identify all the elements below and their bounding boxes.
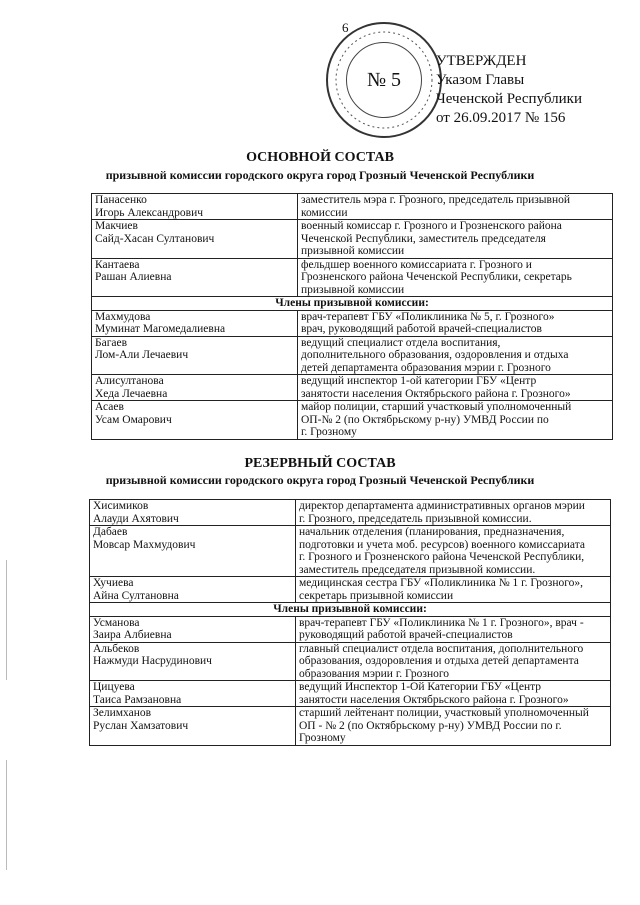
member-role-line: занятости населения Октябрьского района г. Грозного» <box>301 387 571 400</box>
approval-line: Указом Главы <box>436 72 525 88</box>
scan-margin-line <box>6 760 7 870</box>
member-given-names: Лом-Али Лечаевич <box>95 349 189 361</box>
member-role-cell <box>298 401 613 440</box>
member-given-names: Сайд-Хасан Султанович <box>95 232 215 245</box>
member-name-cell <box>90 707 296 746</box>
member-role-line: главный специалист отдела воспитания, дополнительного <box>299 642 584 655</box>
member-given-names: Таиса Рамзановна <box>93 693 182 706</box>
members-separator-row <box>92 297 613 311</box>
member-role-cell <box>298 194 613 220</box>
member-surname: Панасенко <box>95 194 147 206</box>
member-surname: Хучиева <box>93 577 134 589</box>
approval-line: УТВЕРЖДЕН <box>436 53 527 69</box>
table-row <box>90 681 611 707</box>
member-role-line: г. Грозного, председатель призывной комиссии. <box>299 512 532 525</box>
member-given-names: Усам Омарович <box>95 413 172 426</box>
member-role-line: ОП - № 2 (по Октябрьскому р-ну) УМВД России по г. Грозному <box>299 719 562 744</box>
member-name-cell <box>92 258 298 297</box>
member-name-cell <box>90 616 296 642</box>
member-role-line: комиссии <box>301 206 348 219</box>
member-surname: Усманова <box>93 616 140 629</box>
member-role-line: секретарь призывной комиссии <box>299 589 454 602</box>
approval-line: Чеченской Республики <box>436 91 582 107</box>
member-role-line: детей департамента образования мэрии г. Грозного <box>301 361 551 374</box>
member-role-line: фельдшер военного комиссариата г. Грозного и <box>301 258 532 271</box>
member-name-cell <box>92 220 298 259</box>
approval-line: от 26.09.2017 № 156 <box>436 110 566 126</box>
member-role-line: старший лейтенант полиции, участковый уполномоченный <box>299 707 589 719</box>
member-role-cell <box>296 577 611 603</box>
members-separator-row <box>90 603 611 617</box>
member-role-line: ОП-№ 2 (по Октябрьскому р-ну) УМВД России по <box>301 413 549 426</box>
member-given-names: Руслан Хамзатович <box>93 719 189 732</box>
table-row <box>90 500 611 526</box>
member-name-cell <box>92 336 298 375</box>
table-row <box>90 707 611 746</box>
member-role-cell <box>296 681 611 707</box>
member-role-line: подготовки и учета моб. ресурсов) военного комиссариата <box>299 538 586 551</box>
table-row <box>90 616 611 642</box>
member-surname: Цицуева <box>93 681 135 693</box>
member-name-cell <box>90 642 296 681</box>
member-surname: Асаев <box>95 401 124 413</box>
scan-margin-line <box>6 560 7 680</box>
reserve-composition-table <box>89 499 611 746</box>
member-name-cell <box>90 526 296 577</box>
member-role-line: директор департамента административных органов мэрии <box>299 500 585 512</box>
member-given-names: Заира Албиевна <box>93 629 172 641</box>
member-role-line: образования, оздоровления и отдыха детей департамента <box>299 655 579 667</box>
table-row <box>92 258 613 297</box>
member-role-line: г. Грозного и Грозненского района Чеченской Республики, <box>299 551 585 563</box>
members-separator: Члены призывной комиссии: <box>90 603 611 617</box>
table-row <box>92 194 613 220</box>
member-role-line: заместитель мэра г. Грозного, председатель призывной <box>301 194 571 206</box>
member-name-cell <box>92 310 298 336</box>
member-given-names: Айна Султановна <box>93 589 179 602</box>
table-row <box>92 401 613 440</box>
stamp-number: № 5 <box>346 42 422 118</box>
member-role-line: начальник отделения (планирования, предназначения, <box>299 526 565 538</box>
member-surname: Дабаев <box>93 526 128 538</box>
member-role-line: призывной комиссии <box>301 245 405 257</box>
approval-block <box>436 52 582 128</box>
member-given-names: Алауди Ахятович <box>93 512 179 525</box>
member-role-line: врач-терапевт ГБУ «Поликлиника № 1 г. Грозного», врач - <box>299 616 584 629</box>
member-role-line: призывной комиссии <box>301 283 405 296</box>
member-role-line: ведущий специалист отдела воспитания, <box>301 336 501 349</box>
member-role-line: врач-терапевт ГБУ «Поликлиника № 5, г. Грозного» <box>301 310 555 323</box>
table-row <box>90 577 611 603</box>
member-role-line: Чеченской Республики, заместитель председателя <box>301 232 546 245</box>
member-role-line: ведущий инспектор 1-ой категории ГБУ «Центр <box>301 375 537 387</box>
member-role-cell <box>296 500 611 526</box>
member-role-cell <box>298 375 613 401</box>
member-surname: Кантаева <box>95 258 140 271</box>
member-role-line: военный комиссар г. Грозного и Грозненского района <box>301 220 562 232</box>
table-row <box>92 375 613 401</box>
member-given-names: Хеда Лечаевна <box>95 387 168 400</box>
table-row <box>92 310 613 336</box>
reserve-title: РЕЗЕРВНЫЙ СОСТАВ <box>244 456 396 471</box>
main-composition-table <box>91 193 613 440</box>
page-number: 6 <box>342 20 349 35</box>
member-role-cell <box>296 642 611 681</box>
members-separator: Члены призывной комиссии: <box>92 297 613 311</box>
member-role-line: образования мэрии г. Грозного <box>299 667 450 680</box>
member-name-cell <box>92 375 298 401</box>
member-role-line: майор полиции, старший участковый уполномоченный <box>301 401 572 413</box>
member-given-names: Мовсар Махмудович <box>93 538 196 551</box>
member-surname: Хисимиков <box>93 500 149 512</box>
main-title: ОСНОВНОЙ СОСТАВ <box>246 150 394 165</box>
member-surname: Махмудова <box>95 310 151 323</box>
member-role-cell <box>296 616 611 642</box>
member-role-line: ведущий Инспектор 1-Ой Категории ГБУ «Центр <box>299 681 542 693</box>
member-surname: Альбеков <box>93 642 140 655</box>
table-row <box>92 336 613 375</box>
member-role-line: медицинская сестра ГБУ «Поликлиника № 1 г. Грозного», <box>299 577 584 589</box>
table-row <box>90 526 611 577</box>
member-role-line: руководящий работой врачей-специалистов <box>299 629 513 641</box>
table-row <box>90 642 611 681</box>
member-role-line: заместитель председателя призывной комиссии. <box>299 563 536 576</box>
member-given-names: Муминат Магомедалиевна <box>95 323 226 335</box>
member-surname: Багаев <box>95 336 128 349</box>
member-surname: Алисултанова <box>95 375 164 387</box>
member-given-names: Игорь Александрович <box>95 206 204 219</box>
member-name-cell <box>92 401 298 440</box>
member-given-names: Нажмуди Насрудинович <box>93 655 212 667</box>
member-given-names: Рашан Алиевна <box>95 271 172 283</box>
member-role-cell <box>296 526 611 577</box>
member-name-cell <box>92 194 298 220</box>
member-name-cell <box>90 500 296 526</box>
member-name-cell <box>90 577 296 603</box>
member-role-line: дополнительного образования, оздоровления и отдыха <box>301 349 569 361</box>
table-row <box>92 220 613 259</box>
reserve-subtitle: призывной комиссии городского округа город Грозный Чеченской Республики <box>105 473 535 487</box>
member-role-cell <box>296 707 611 746</box>
member-role-line: врач, руководящий работой врачей-специалистов <box>301 323 542 335</box>
member-role-line: г. Грозному <box>301 426 357 438</box>
member-role-cell <box>298 310 613 336</box>
seal-stamp <box>326 22 442 138</box>
member-role-cell <box>298 258 613 297</box>
member-role-cell <box>298 336 613 375</box>
seal-ring-icon <box>328 24 444 140</box>
member-name-cell <box>90 681 296 707</box>
member-role-line: Грозненского района Чеченской Республики, секретарь <box>301 271 572 283</box>
member-role-line: занятости населения Октябрьского района г. Грозного» <box>299 693 569 706</box>
member-surname: Макчиев <box>95 220 138 232</box>
main-subtitle: призывной комиссии городского округа город Грозный Чеченской Республики <box>105 168 535 182</box>
member-surname: Зелимханов <box>93 707 152 719</box>
member-role-cell <box>298 220 613 259</box>
